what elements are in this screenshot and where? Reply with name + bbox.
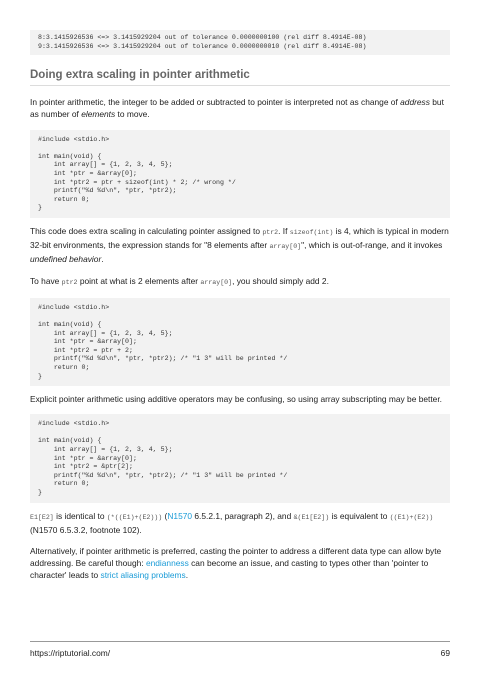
text: Alternatively, if pointer arithmetic is preferred, casting the pointer to address a different data type can allow byte addressing. Be careful though: [30, 546, 442, 569]
tolerance-output-text: 8:3.1415926536 <=> 3.1415929204 out of tolerance 0.0000000100 (rel diff 8.4914E-08) 9:3.1415926536 <=> 3.1415929204 out of tolerance 0.0000000010 (rel diff 8.4914E-08) [38, 34, 367, 50]
text: This code does extra scaling in calculating pointer assigned to [30, 225, 263, 236]
n1570-link[interactable]: N1570 [167, 510, 193, 521]
text: is equivalent to [329, 510, 390, 521]
paragraph-equivalence [30, 510, 450, 536]
text: can become an issue, and casting to types other than 'pointer to character' leads to [30, 558, 429, 581]
text: point at what is 2 elements after [77, 275, 201, 286]
inline-code: ptr2 [262, 228, 279, 236]
emphasis: undefined behavior [30, 254, 102, 265]
inline-code: E1[E2] [30, 513, 54, 521]
code-text: #include <stdio.h> int main(void) { int array[] = {1, 2, 3, 4, 5}; int *ptr = &array[0]; int *ptr2 = ptr + 2; printf("%d %d\n", *ptr, *ptr2); /* "1 3" will be printed */ return 0; } [38, 303, 288, 380]
paragraph-casting [30, 545, 450, 582]
page-number: 69 [440, 648, 450, 658]
text: 6.5.2.1, paragraph 2), and [192, 510, 294, 521]
text: ", which is out-of-range, and it invokes [301, 240, 443, 251]
text: is identical to [53, 510, 107, 521]
code-block-subscript [30, 414, 450, 502]
text: is 4, which is typical in modern 32-bit environments, the expression stands for "8 elements after [30, 225, 449, 251]
emphasis: address [400, 97, 430, 108]
code-text: #include <stdio.h> int main(void) { int array[] = {1, 2, 3, 4, 5}; int *ptr = &array[0]; int *ptr2 = &ptr[2]; printf("%d %d\n", *ptr, *ptr2); /* "1 3" will be printed */ return 0; } [38, 420, 288, 497]
inline-code: array[0] [200, 278, 233, 286]
text: but as number of [30, 97, 444, 120]
text: In pointer arithmetic, the integer to be added or subtracted to pointer is interpreted not as change of [30, 97, 401, 108]
paragraph-array-subscripting: Explicit pointer arithmetic using additive operators may be confusing, so using array subscripting may be better. [30, 394, 442, 405]
text: To have [30, 275, 62, 286]
code-block-wrong [30, 130, 450, 218]
text: , you should simply add 2. [232, 275, 329, 286]
tolerance-output-block [30, 30, 450, 55]
inline-code: (*((E1)+(E2))) [106, 513, 163, 521]
page-content [30, 30, 450, 591]
emphasis: elements [81, 109, 116, 120]
text: ( [162, 510, 168, 521]
text: . [101, 254, 104, 265]
section-heading: Doing extra scaling in pointer arithmetic [30, 69, 450, 86]
text: to move. [115, 109, 150, 120]
paragraph-add-two [30, 275, 450, 289]
inline-code: array[0] [269, 243, 302, 251]
paragraph-extra-scaling [30, 225, 450, 266]
code-text: #include <stdio.h> int main(void) { int array[] = {1, 2, 3, 4, 5}; int *ptr = &array[0]; int *ptr2 = ptr + sizeof(int) * 2; /* wrong */ printf("%d %d\n", *ptr, *ptr2); return 0; } [38, 135, 236, 212]
text: . If [278, 225, 290, 236]
inline-code: sizeof(int) [289, 228, 334, 236]
text: (N1570 6.5.3.2, footnote 102). [30, 524, 142, 535]
endianness-link[interactable]: endianness [145, 558, 189, 569]
code-block-correct [30, 298, 450, 386]
strict-aliasing-link[interactable]: strict aliasing problems [100, 570, 186, 581]
text: . [185, 570, 189, 581]
paragraph-pointer-arithmetic [30, 96, 450, 120]
inline-code: &(E1[E2]) [293, 513, 330, 521]
inline-code: ptr2 [61, 278, 78, 286]
footer-url[interactable]: https://riptutorial.com/ [30, 648, 111, 658]
page-footer [30, 641, 450, 658]
inline-code: ((E1)+(E2)) [389, 513, 434, 521]
